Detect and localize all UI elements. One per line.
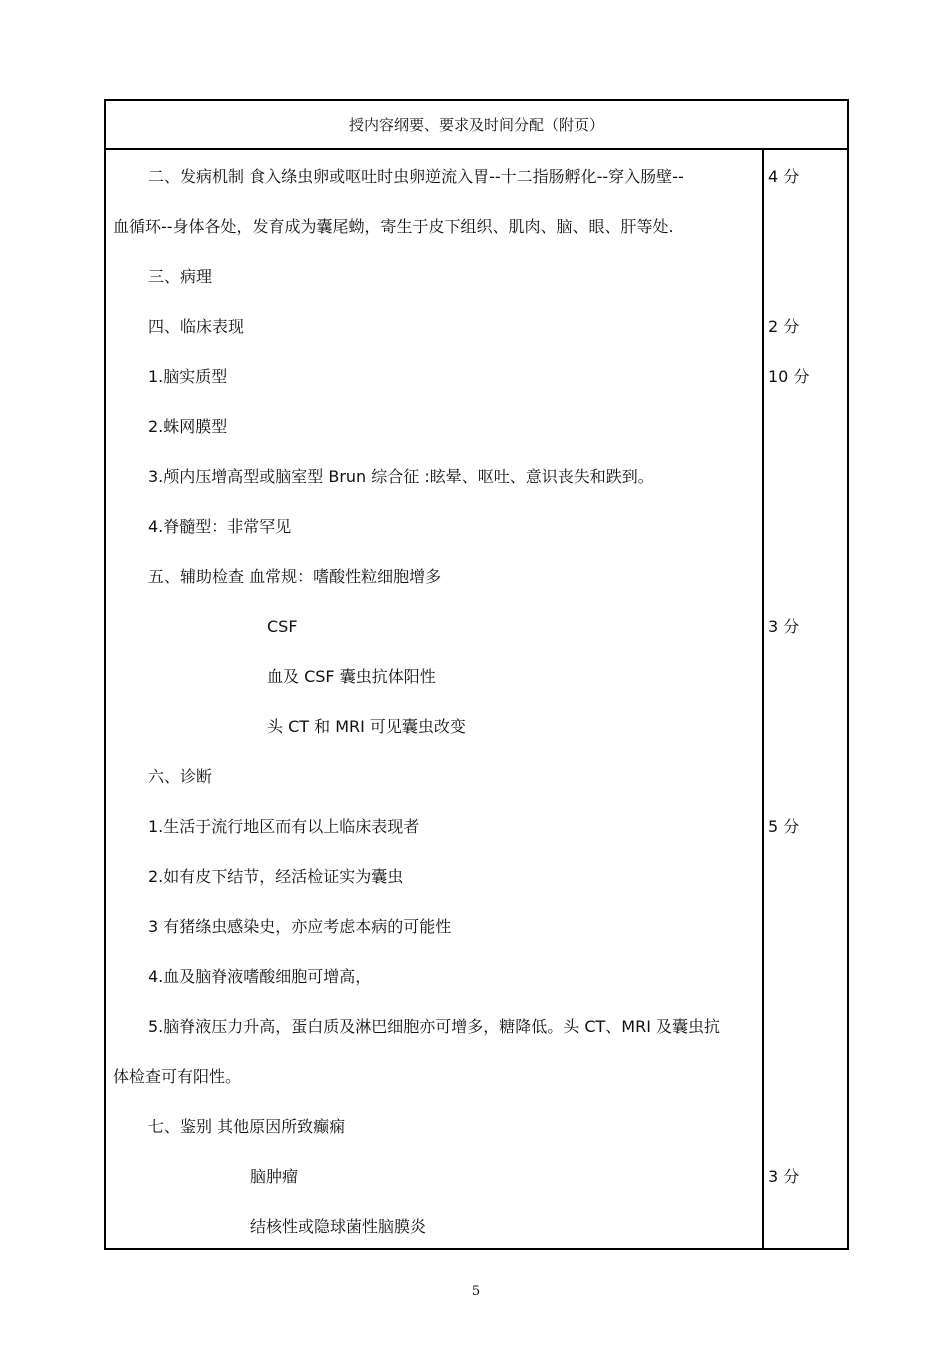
column-divider [762,148,764,1248]
content-line: 六、诊断 [148,767,213,786]
content-line: 脑肿瘤 [250,1167,299,1186]
content-line: 七、鉴别 其他原因所致癫痫 [148,1117,346,1136]
content-line: 4.脊髓型：非常罕见 [148,517,292,536]
content-line: 血及 CSF 囊虫抗体阳性 [267,667,436,686]
score-value: 3 分 [768,617,800,636]
content-line: 2.蛛网膜型 [148,417,228,436]
content-line: 五、辅助检查 血常规：嗜酸性粒细胞增多 [148,567,442,586]
content-line: 2.如有皮下结节，经活检证实为囊虫 [148,867,404,886]
score-value: 10 分 [768,367,810,386]
content-line: 二、发病机制 食入绦虫卵或呕吐时虫卵逆流入胃--十二指肠孵化--穿入肠壁-- [148,167,684,186]
content-line: 1.生活于流行地区而有以上临床表现者 [148,817,420,836]
score-value: 2 分 [768,317,800,336]
score-value: 5 分 [768,817,800,836]
score-value: 4 分 [768,167,800,186]
content-line: 头 CT 和 MRI 可见囊虫改变 [267,717,466,736]
content-line: 体检查可有阳性。 [113,1067,242,1086]
content-line: 5.脑脊液压力升高，蛋白质及淋巴细胞亦可增多，糖降低。头 CT、MRI 及囊虫抗 [148,1017,721,1036]
content-line: 三、病理 [148,267,213,286]
page-number: 5 [471,1284,481,1299]
content-line: 血循环--身体各处，发育成为囊尾蚴，寄生于皮下组织、肌肉、脑、眼、肝等处. [113,217,674,236]
content-line: 4.血及脑脊液嗜酸细胞可增高， [148,967,372,986]
table-title: 授内容纲要、要求及时间分配（附页） [348,116,604,134]
table-header-row [106,101,847,150]
content-line: CSF [267,617,298,636]
content-line: 3.颅内压增高型或脑室型 Brun 综合征 :眩晕、呕吐、意识丧失和跌到。 [148,467,654,486]
content-line: 结核性或隐球菌性脑膜炎 [250,1217,427,1236]
content-line: 1.脑实质型 [148,367,228,386]
content-line: 3 有猪绦虫感染史，亦应考虑本病的可能性 [148,917,452,936]
score-value: 3 分 [768,1167,800,1186]
content-line: 四、临床表现 [148,317,245,336]
